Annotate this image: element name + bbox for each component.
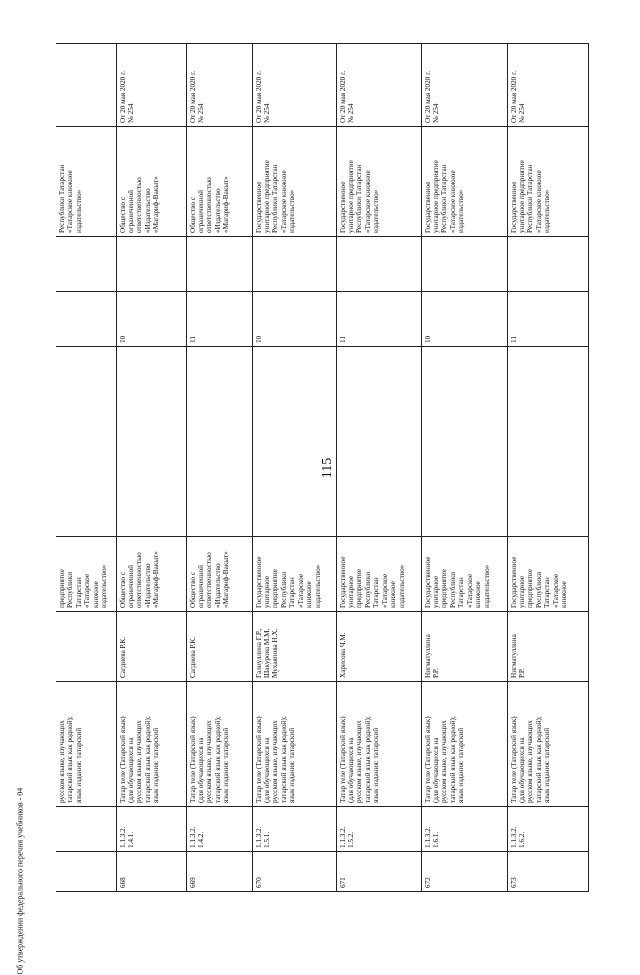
title-cell: Татар теле (Татарский язык) (для обучающихся на русском языке, изучающих татарский язык как родной); язык издания: татарский <box>507 682 588 807</box>
supplier-cell: Государственное унитарное предприятие Республики Татарстан «Татарское книжное издательство» <box>507 127 588 237</box>
blank-cell <box>56 347 116 537</box>
code-cell: 1.1.3.2. 1.4.1. <box>116 807 186 852</box>
table-row <box>336 44 421 892</box>
order-cell <box>56 44 116 127</box>
supplier-cell: Государственное унитарное предприятие Республики Татарстан «Татарское книжное издательство» <box>336 127 421 237</box>
table-row <box>507 44 588 892</box>
code-cell: 1.1.3.2. 1.4.2. <box>186 807 252 852</box>
order-cell: От 20 мая 2020 г. № 254 <box>186 44 252 127</box>
supplier-cell: Республики Татарстан «Татарское книжное издательство» <box>56 127 116 237</box>
blank-cell <box>252 347 336 537</box>
empty-cell <box>186 237 252 292</box>
row-number-cell <box>56 852 116 892</box>
blank-cell <box>421 347 507 537</box>
empty-cell <box>336 237 421 292</box>
grade-cell: 10 <box>421 292 507 347</box>
title-cell: русском языке, изучающих татарский язык как родной); язык издания: татарский <box>56 682 116 807</box>
order-cell: От 20 мая 2020 г. № 254 <box>507 44 588 127</box>
code-cell: 1.1.3.2. 1.5.1. <box>252 807 336 852</box>
row-number-cell: 670 <box>252 852 336 892</box>
code-cell: 1.1.3.2. 1.5.2. <box>336 807 421 852</box>
title-cell: Татар теле (Татарский язык) (для обучающихся на русском языке, изучающих татарский язык как родной); язык издания: татарский <box>421 682 507 807</box>
table-row <box>421 44 507 892</box>
empty-cell <box>507 237 588 292</box>
row-number-cell: 672 <box>421 852 507 892</box>
supplier-cell: Государственное унитарное предприятие Республики Татарстан «Татарское книжное издательство» <box>252 127 336 237</box>
empty-cell <box>116 237 186 292</box>
code-cell: 1.1.3.2. 1.6.2. <box>507 807 588 852</box>
publisher-cell: Общество с ограниченной ответственностью «Издательство «Магариф-Вакыт» <box>116 537 186 612</box>
publisher-cell: Государственное унитарное предприятие Республики Татарстан «Татарское книжное издательство» <box>336 537 421 612</box>
table-row <box>186 44 252 892</box>
grade-cell: 10 <box>252 292 336 347</box>
table-row <box>56 44 116 892</box>
order-cell: От 20 мая 2020 г. № 254 <box>336 44 421 127</box>
blank-cell <box>507 347 588 537</box>
title-cell: Татар теле (Татарский язык) (для обучающихся на русском языке, изучающих татарский язык как родной); язык издания: татарский <box>186 682 252 807</box>
supplier-cell: Общество с ограниченной ответственностью «Издательство «Магариф-Вакыт» <box>186 127 252 237</box>
authors-cell: Галиуллина Г.Р., Шакурова М.М. Мухаяпова Н.Х. <box>252 612 336 682</box>
publisher-cell: Государственное унитарное предприятие Республики Татарстан «Татарское книжное издательство» <box>421 537 507 612</box>
textbook-table <box>56 43 589 892</box>
authors-cell <box>56 612 116 682</box>
table-row <box>252 44 336 892</box>
title-cell: Татар теле (Татарский язык) (для обучающихся на русском языке, изучающих татарский язык как родной); язык издания: татарский <box>336 682 421 807</box>
order-cell: От 20 мая 2020 г. № 254 <box>252 44 336 127</box>
grade-cell: 10 <box>116 292 186 347</box>
page-number: 115 <box>320 457 335 479</box>
blank-cell <box>116 347 186 537</box>
order-cell: От 20 мая 2020 г. № 254 <box>421 44 507 127</box>
supplier-cell: Общество с ограниченной ответственностью «Издательство «Магариф-Вакыт» <box>116 127 186 237</box>
authors-cell: Харисова Ч.М. <box>336 612 421 682</box>
grade-cell: 11 <box>186 292 252 347</box>
code-cell <box>56 807 116 852</box>
row-number-cell: 669 <box>186 852 252 892</box>
publisher-cell: предприятие Республики Татарстан «Татарское книжное издательство» <box>56 537 116 612</box>
blank-cell <box>186 347 252 537</box>
grade-cell: 11 <box>507 292 588 347</box>
code-cell: 1.1.3.2. 1.6.1. <box>421 807 507 852</box>
rotated-table <box>56 44 588 892</box>
row-number-cell: 673 <box>507 852 588 892</box>
table-container <box>56 44 588 892</box>
empty-cell <box>56 237 116 292</box>
footer-caption: Об утверждении федерального перечня учебников - 04 <box>15 787 25 975</box>
supplier-cell: Государственное унитарное предприятие Республики Татарстан «Татарское книжное издательство» <box>421 127 507 237</box>
table-row <box>116 44 186 892</box>
empty-cell <box>421 237 507 292</box>
authors-cell: Нигматуллина Р.Р. <box>507 612 588 682</box>
grade-cell <box>56 292 116 347</box>
publisher-cell: Государственное унитарное предприятие Республики Татарстан «Татарское книжное издательство» <box>252 537 336 612</box>
empty-cell <box>252 237 336 292</box>
authors-cell: Сагдиева Р.К. <box>186 612 252 682</box>
row-number-cell: 671 <box>336 852 421 892</box>
grade-cell: 11 <box>336 292 421 347</box>
row-number-cell: 668 <box>116 852 186 892</box>
title-cell: Татар теле (Татарский язык) (для обучающихся на русском языке, изучающих татарский язык как родной); язык издания: татарский <box>116 682 186 807</box>
publisher-cell: Общество с ограниченной ответственностью «Издательство «Магариф-Вакыт» <box>186 537 252 612</box>
title-cell: Татар теле (Татарский язык) (для обучающихся на русском языке, изучающих татарский язык как родной); язык издания: татарский <box>252 682 336 807</box>
authors-cell: Нигматуллина Р.Р. <box>421 612 507 682</box>
authors-cell: Сагдиева Р.К. <box>116 612 186 682</box>
blank-cell <box>336 347 421 537</box>
order-cell: От 20 мая 2020 г. № 254 <box>116 44 186 127</box>
publisher-cell: Государственное унитарное предприятие Республики Татарстан «Татарское книжное <box>507 537 588 612</box>
